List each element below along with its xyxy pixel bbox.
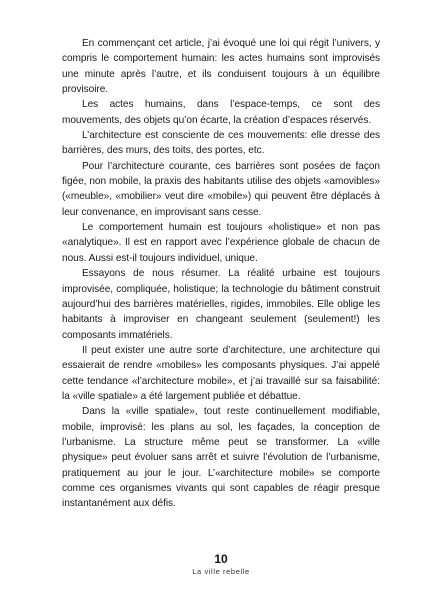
body-text — [62, 36, 380, 512]
paragraph: Il peut exister une autre sorte d’architecture, une architecture qui essaierait de rendre «mobiles» les composants physiques. J’ai appelé cette tendance «l’architecture mobile», et j’ai travaillé sur sa faisabilité: la «ville spatiale» a été largement publiée et débattue. — [62, 344, 380, 402]
paragraph: Les actes humains, dans l’espace-temps, ce sont des mouvements, des objets qu’on écarte, la création d’espaces réservés. — [62, 99, 380, 126]
running-footer-title: La ville rebelle — [192, 567, 250, 576]
paragraph: En commençant cet article, j’ai évoqué une loi qui régit l’univers, y compris le comportement humain: les actes humains sont improvisés une minute après l’autre, et ils conduisent toujours à un équilibre provisoire. — [62, 38, 380, 96]
paragraph: L’architecture est consciente de ces mouvements: elle dresse des barrières, des murs, des toits, des portes, etc. — [62, 130, 380, 157]
paragraph: Dans la «ville spatiale», tout reste continuellement modifiable, mobile, improvisé: les plans au sol, les façades, la conception de l’urbanisme. La structure même peut se transformer. La «ville physique» peut évoluer sans arrêt et suivre l’évolution de l’urbanisme, pratiquement au jour le jour. L’«architecture mobile» se comporte comme ces organismes vivants qui sont capables de réagir presque instantanément aux défis. — [62, 406, 380, 510]
paragraph: Le comportement humain est toujours «holistique» et non pas «analytique». Il est en rapport avec l’expérience globale de chacun de nous. Aussi est-il toujours individuel, unique. — [62, 222, 380, 264]
page-number: 10 — [214, 552, 228, 566]
paragraph: Essayons de nous résumer. La réalité urbaine est toujours improvisée, compliquée, holistique; la technologie du bâtiment construit aujourd’hui des barrières matérielles, rigides, immobiles. Elle oblige les habitants à improviser en changeant seulement (seulement!) les composants immatériels. — [62, 268, 380, 341]
paragraph: Pour l’architecture courante, ces barrières sont posées de façon figée, non mobile, la praxis des habitants utilise des objets «amovibles» («meuble», «mobilier» veut dire «mobile») qui peuvent être déplacés à leur convenance, en improvisant sans cesse. — [62, 160, 380, 218]
